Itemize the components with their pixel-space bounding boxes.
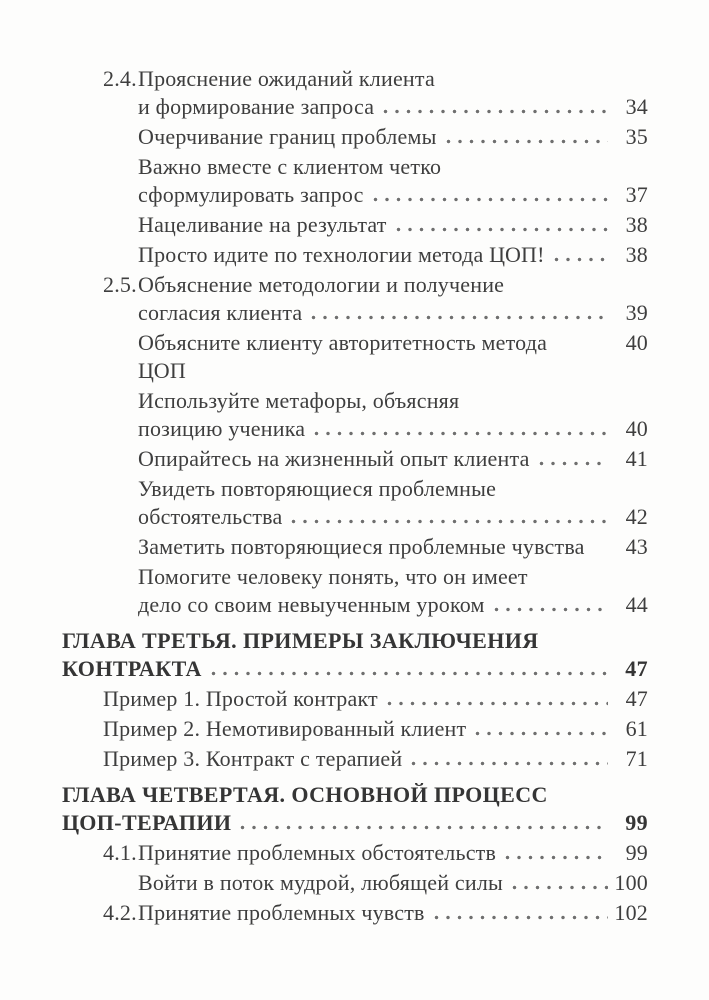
toc-entry-lastline (62, 655, 648, 683)
toc-entry-body (103, 745, 648, 773)
toc-entry-body (138, 153, 648, 209)
toc-entry-text: Используйте метафоры, объясняя (138, 388, 460, 413)
toc-entry (62, 839, 648, 867)
toc-entry (62, 781, 648, 837)
toc-entry-page: 102 (614, 900, 648, 925)
dot-leader (311, 315, 608, 320)
toc-entry (62, 241, 648, 269)
toc-entry (62, 869, 648, 897)
toc-entry-text: ГЛАВА ТРЕТЬЯ. ПРИМЕРЫ ЗАКЛЮЧЕНИЯ (62, 628, 539, 653)
toc-entry (62, 65, 648, 121)
toc-entry-page: 100 (614, 870, 648, 895)
toc-entry-body (103, 685, 648, 713)
dot-leader (446, 139, 608, 144)
toc-entry-lastline (138, 93, 648, 121)
toc-entry-body (138, 211, 648, 239)
toc-entry-lastline (103, 745, 648, 773)
toc-entry-lastline (138, 123, 648, 151)
toc-entry-text: Заметить повторяющиеся проблемные чувства (138, 534, 585, 559)
toc-entry-lastline (62, 809, 648, 837)
dot-leader (434, 915, 608, 920)
toc-entry-lastline (138, 181, 648, 209)
toc-entry-body (138, 869, 648, 897)
dot-leader (211, 671, 608, 676)
toc-entry-lastline (138, 869, 648, 897)
toc-entry (62, 153, 648, 209)
toc-entry-body (138, 241, 648, 269)
toc-entry-number: 2.4. (103, 66, 137, 91)
toc-entry-text: Объясните клиенту авторитетность метода ЦОП (138, 330, 548, 383)
dot-leader (494, 607, 608, 612)
dot-leader (554, 257, 608, 262)
toc-entry-page: 38 (625, 242, 648, 267)
dot-leader (598, 345, 608, 350)
toc-entry-lastline (138, 445, 648, 473)
toc-entry-page: 71 (625, 746, 648, 771)
toc-entry-lastline (138, 211, 648, 239)
dot-leader (505, 855, 608, 860)
toc-entry-text: Пример 1. Простой контракт (103, 686, 378, 711)
toc-entry-page: 34 (625, 94, 648, 119)
dot-leader (314, 431, 608, 436)
toc-entry-lastline (138, 299, 648, 327)
toc-entry-number: 4.1. (103, 840, 137, 865)
toc-entry-page: 39 (625, 300, 648, 325)
dot-leader (291, 519, 608, 524)
toc-entry-text: КОНТРАКТА (62, 656, 202, 681)
toc-entry (62, 685, 648, 713)
toc-entry-page: 47 (625, 656, 648, 681)
toc-entry-text: Принятие проблемных обстоятельств (138, 840, 497, 865)
toc-entry-lastline (103, 715, 648, 743)
toc-entry-lastline (138, 329, 648, 385)
toc-entry-text: Помогите человеку понять, что он имеет (138, 564, 528, 589)
toc-entry-body (138, 123, 648, 151)
toc-entry-lastline (103, 685, 648, 713)
toc-entry-page: 38 (625, 212, 648, 237)
toc-entry-page: 61 (625, 716, 648, 741)
toc-entry-text: Просто идите по технологии метода ЦОП! (138, 242, 545, 267)
toc-entry-body (103, 715, 648, 743)
toc-entry-body (138, 533, 648, 561)
toc-entry-body (62, 781, 648, 837)
toc-entry-text: Очерчивание границ проблемы (138, 124, 437, 149)
dot-leader (475, 731, 608, 736)
toc-list (62, 65, 648, 927)
toc-entry-body (138, 65, 648, 121)
toc-entry (62, 329, 648, 385)
toc-entry-page: 43 (625, 534, 648, 559)
toc-entry (62, 563, 648, 619)
dot-leader (387, 701, 608, 706)
toc-entry (62, 715, 648, 743)
dot-leader (594, 549, 608, 554)
toc-entry-lastline (138, 241, 648, 269)
toc-entry-text: согласия клиента (138, 300, 303, 325)
toc-entry-text: Пример 2. Немотивированный клиент (103, 716, 467, 741)
toc-entry (62, 475, 648, 531)
toc-entry-page: 42 (625, 504, 648, 529)
toc-entry-page: 41 (625, 446, 648, 471)
toc-entry-body (138, 271, 648, 327)
toc-entry-text: сформулировать запрос (138, 182, 364, 207)
toc-entry-body (138, 387, 648, 443)
toc-entry-number: 4.2. (103, 900, 137, 925)
toc-entry (62, 899, 648, 927)
toc-entry-body (138, 445, 648, 473)
toc-entry-lastline (138, 533, 648, 561)
toc-entry-body (62, 627, 648, 683)
toc-entry (62, 533, 648, 561)
toc-entry-text: ГЛАВА ЧЕТВЕРТАЯ. ОСНОВНОЙ ПРОЦЕСС (62, 782, 548, 807)
toc-entry (62, 445, 648, 473)
toc-entry-text: и формирование запроса (138, 94, 375, 119)
toc-entry (62, 271, 648, 327)
toc-entry-body (138, 839, 648, 867)
dot-leader (539, 461, 608, 466)
toc-entry-page: 47 (625, 686, 648, 711)
toc-entry-page: 40 (625, 330, 648, 355)
dot-leader (383, 109, 608, 114)
toc-entry-lastline (138, 591, 648, 619)
toc-entry-body (138, 329, 648, 385)
toc-entry-page: 99 (625, 810, 648, 835)
toc-entry (62, 627, 648, 683)
toc-entry-text: Опирайтесь на жизненный опыт клиента (138, 446, 530, 471)
dot-leader (411, 761, 608, 766)
toc-entry-body (138, 475, 648, 531)
dot-leader (240, 825, 608, 830)
toc-entry (62, 745, 648, 773)
toc-entry-text: Объяснение методологии и получение (138, 272, 505, 297)
toc-entry (62, 387, 648, 443)
toc-entry-text: дело со своим невыученным уроком (138, 592, 485, 617)
toc-entry-page: 44 (625, 592, 648, 617)
toc-entry-lastline (138, 899, 648, 927)
toc-entry-text: Важно вместе с клиентом четко (138, 154, 442, 179)
toc-entry-lastline (138, 839, 648, 867)
dot-leader (396, 227, 608, 232)
toc-entry-text: Принятие проблемных чувств (138, 900, 425, 925)
toc-entry-number: 2.5. (103, 272, 137, 297)
toc-entry-text: обстоятельства (138, 504, 283, 529)
toc-entry-text: Пример 3. Контракт с терапией (103, 746, 403, 771)
toc-entry-page: 99 (625, 840, 648, 865)
toc-entry (62, 211, 648, 239)
toc-entry-lastline (138, 415, 648, 443)
toc-entry-text: ЦОП-ТЕРАПИИ (62, 810, 232, 835)
dot-leader (512, 885, 608, 890)
toc-entry-lastline (138, 503, 648, 531)
toc-entry (62, 123, 648, 151)
toc-entry-page: 35 (625, 124, 648, 149)
toc-entry-text: Увидеть повторяющиеся проблемные (138, 476, 497, 501)
toc-entry-text: Прояснение ожиданий клиента (138, 66, 435, 91)
toc-entry-page: 40 (625, 416, 648, 441)
toc-entry-body (138, 563, 648, 619)
toc-entry-page: 37 (625, 182, 648, 207)
toc-entry-text: позицию ученика (138, 416, 306, 441)
toc-entry-text: Войти в поток мудрой, любящей силы (138, 870, 503, 895)
toc-entry-body (138, 899, 648, 927)
toc-entry-text: Нацеливание на результат (138, 212, 387, 237)
dot-leader (373, 197, 608, 202)
